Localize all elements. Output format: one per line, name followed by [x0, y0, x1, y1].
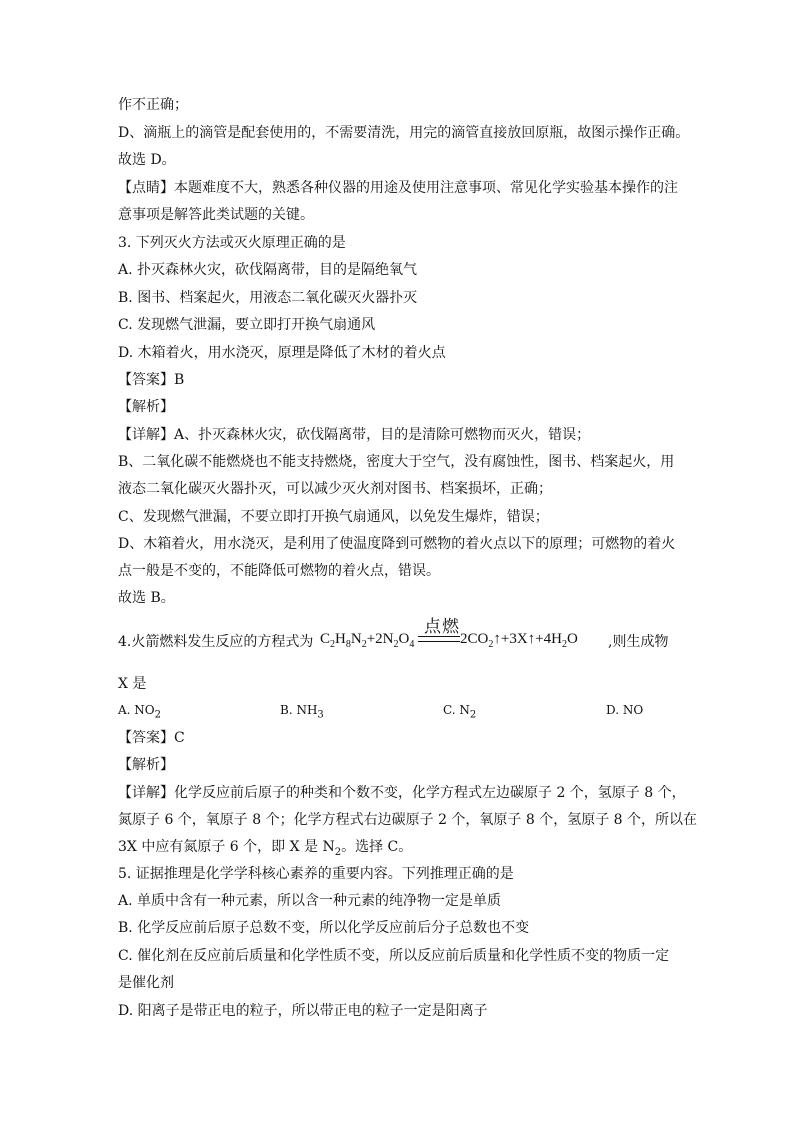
question-3-option-d: D. 木箱着火，用水浇灭，原理是降低了木材的着火点 [118, 345, 446, 361]
question-5-option-c: C. 催化剂在反应前后质量和化学性质不变，所以反应前后质量和化学性质不变的物质一定 [118, 948, 670, 964]
reactants: $C_2H_8N_2+2N_2O_4$ [320, 631, 415, 650]
text-line: 故选 D。 [118, 152, 176, 168]
question-5-option-b: B. 化学反应前后原子总数不变，所以化学反应前后分子总数也不变 [118, 920, 530, 936]
question-3-stem: 3. 下列灭火方法或灭火原理正确的是 [118, 235, 346, 251]
question-4-answer: 【答案】C [118, 730, 185, 746]
text-line: 作不正确； [118, 97, 188, 113]
question-4-suffix: ,则生成物 [608, 634, 669, 650]
text-line: D、滴瓶上的滴管是配套使用的，不需要清洗，用完的滴管直接放回原瓶，故图示操作正确。 [118, 125, 690, 141]
reaction-condition: 点燃 [424, 617, 460, 637]
question-4-stem [118, 612, 718, 658]
question-5-option-d: D. 阳离子是带正电的粒子，所以带正电的粒子一定是阳离子 [118, 1003, 488, 1019]
question-4-stem-tail: X 是 [118, 676, 147, 692]
question-3-detail: 【详解】A、扑灭森林火灾，砍伐隔离带，目的是清除可燃物而灭火，错误； [118, 427, 591, 443]
question-3-detail: 液态二氧化碳灭火器扑灭，可以减少灭火剂对图书、档案损坏，正确； [118, 481, 552, 497]
question-5-option-a: A. 单质中含有一种元素，所以含一种元素的纯净物一定是单质 [118, 893, 502, 909]
question-5-option-c-cont: 是催化剂 [118, 975, 174, 991]
question-4-detail: 氮原子 6 个，氧原子 8 个；化学方程式右边碳原子 2 个，氧原子 8 个，氢原子 8 个，所以在 [118, 812, 698, 828]
question-4-option-a: A. $NO_2$ [118, 703, 162, 721]
question-4-option-b: B. $NH_3$ [280, 703, 324, 721]
question-3-option-a: A. 扑灭森林火灾，砍伐隔离带，目的是隔绝氧气 [118, 262, 418, 278]
question-4-option-d: D. NO [606, 703, 644, 717]
question-3-detail: D、木箱着火，用水浇灭，是利用了使温度降到可燃物的着火点以下的原理；可燃物的着火 [118, 536, 676, 552]
question-3-option-c: C. 发现燃气泄漏，要立即打开换气扇通风 [118, 317, 376, 333]
question-3-option-b: B. 图书、档案起火，用液态二氧化碳灭火器扑灭 [118, 290, 418, 306]
question-3-detail: 点一般是不变的，不能降低可燃物的着火点，错误。 [118, 563, 440, 579]
text-line: 【点睛】本题难度不大，熟悉各种仪器的用途及使用注意事项、常见化学实验基本操作的注 [118, 180, 678, 196]
question-4-analysis-heading: 【解析】 [118, 757, 174, 773]
question-4-detail: 【详解】化学反应前后原子的种类和个数不变，化学方程式左边碳原子 2 个，氢原子 8 个， [118, 785, 686, 801]
question-3-detail: C、发现燃气泄漏，不要立即打开换气扇通风，以免发生爆炸，错误； [118, 509, 549, 525]
question-3-answer: 【答案】B [118, 372, 185, 388]
equation-double-bar [418, 636, 460, 642]
question-3-analysis-heading: 【解析】 [118, 399, 174, 415]
question-5-stem: 5. 证据推理是化学学科核心素养的重要内容。下列推理正确的是 [118, 866, 514, 882]
question-3-detail: B、二氧化碳不能燃烧也不能支持燃烧，密度大于空气，没有腐蚀性，图书、档案起火，用 [118, 454, 675, 470]
question-4-option-c: C. $N_2$ [443, 703, 477, 721]
question-3-conclusion: 故选 B。 [118, 590, 175, 606]
products: $2CO_2↑+3X↑+4H_2O$ [460, 631, 578, 650]
question-4-detail: 3X 中应有氮原子 6 个，即 X 是 $N_2$。选择 C。 [118, 839, 413, 858]
text-line: 意事项是解答此类试题的关键。 [118, 207, 314, 223]
question-4-prefix: 4.火箭燃料发生反应的方程式为 [118, 634, 314, 650]
